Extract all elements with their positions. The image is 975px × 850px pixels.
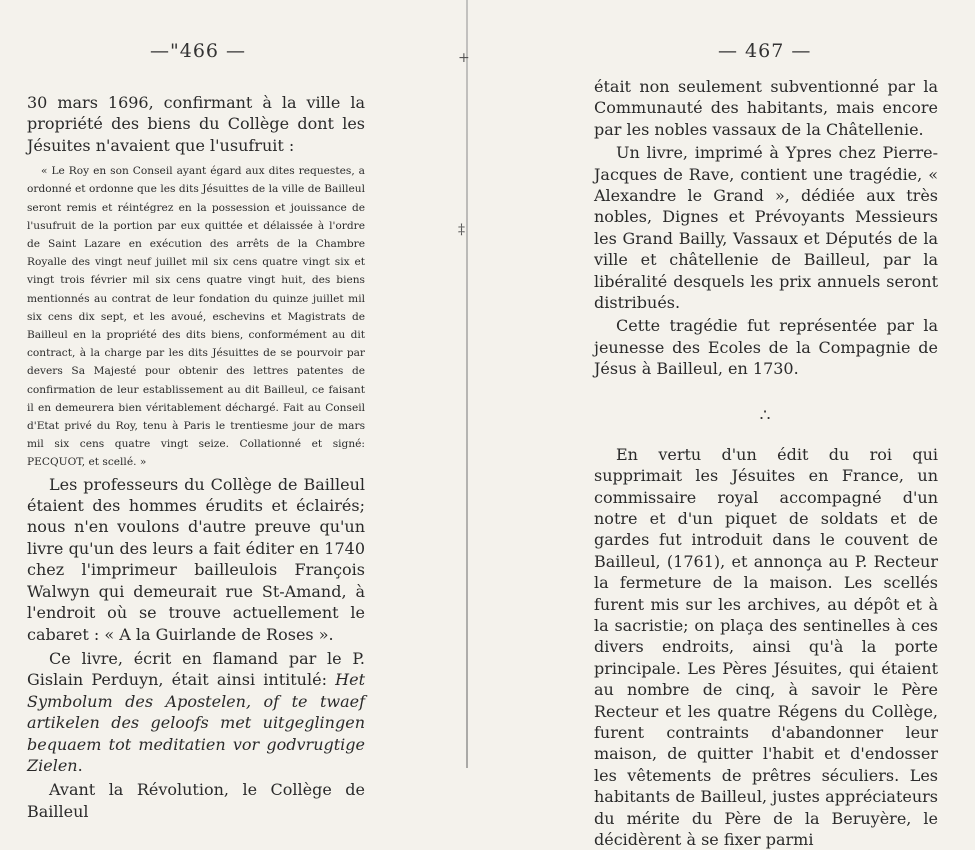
page-number: —"466 — bbox=[150, 40, 247, 62]
tragedy-performance-paragraph: Cette tragédie fut représentée par la jeunesse des Ecoles de la Compagnie de Jésus à Bailleul, en 1730. bbox=[594, 316, 938, 379]
tragedy-book-paragraph: Un livre, imprimé à Ypres chez Pierre-Jacques de Rave, contient une tragédie, « Alexandre le Grand », dédiée aux très nobles, Dignes et Prévoyants Messieurs les Grand Bailly, Vassaux et Députés de la ville et châtellenie de Bailleul, par la libéralité desquels les prix annuels seront distribués. bbox=[594, 143, 938, 313]
book-title-paragraph bbox=[27, 648, 365, 776]
opening-paragraph: 30 mars 1696, confirmant à la ville la propriété des biens du Collège dont les Jésuites n'avaient que l'usufruit : bbox=[27, 93, 365, 155]
book-paragraph-end: . bbox=[77, 755, 83, 775]
gutter-mark: + bbox=[458, 50, 470, 66]
professors-paragraph: Les professeurs du Collège de Bailleul étaient des hommes érudits et éclairés; nous n'en voulons d'autre preuve qu'un livre qu'un des leurs a fait éditer en 1740 chez l'imprimeur bailleulois François Walwyn qui demeurait rue St-Amand, à l'endroit où se trouve actuellement le cabaret : « A la Guirlande de Roses ». bbox=[27, 474, 365, 644]
royal-decree-quote: « Le Roy en son Conseil ayant égard aux dites requestes, a ordonné et ordonne que les dits Jésuittes de la ville de Bailleul seront remis et réintégrez en la possession et jouissance de l'usufruit de la portion par eux quittée et délaissée à l'ordre de Saint Lazare en exécution des arrêts de la Chambre Royalle des vingt neuf juillet mil six cens quatre vingt six et vingt trois février mil six cens quatre vingt huit, des biens mentionnés au contrat de leur fondation du quinze juillet mil six cens dix sept, et les avoué, eschevins et Magistrats de Bailleul en la propriété des dits biens, conformément au dit contract, à la charge par les dits Jésuittes de se pourvoir par devers Sa Majesté pour obtenir des lettres patentes de confirmation de leur establissement au dit Bailleul, ce faisant il en demeurera bien véritablement déchargé. Fait au Conseil d'Etat privé du Roy, tenu à Paris le trentiesme jour de mars mil six cens quatre vingt seize. Collationné et signé: PECQUOT, et scellé. » bbox=[27, 165, 365, 469]
revolution-paragraph: Avant la Révolution, le Collège de Bailleul bbox=[27, 780, 365, 821]
edict-paragraph: En vertu d'un édit du roi qui supprimait les Jésuites en France, un commissaire royal accompagné d'un notre et d'un piquet de soldats et de gardes fut introduit dans le couvent de Bailleul, (1761), et annonça au P. Recteur la fermeture de la maison. Les scellés furent mis sur les archives, au dépôt et à la sacristie; on plaça des sentinelles à ces divers endroits, ainsi qu'à la porte principale. Les Pères Jésuites, qui étaient au nombre de cinq, à savoir le Père Recteur et les quatre Régens du Collège, furent contraints d'abandonner leur maison, de quitter l'habit et d'endosser les vêtements de prêtres séculiers. Les habitants de Bailleul, justes appréciateurs du mérite du Père de la Beruyère, le décidèrent à se fixer parmi bbox=[594, 444, 938, 849]
section-ornament: ∴ bbox=[759, 405, 773, 426]
page-number: — 467 — bbox=[718, 40, 812, 62]
left-page bbox=[0, 0, 466, 821]
gutter-mark: ‡ bbox=[458, 222, 465, 238]
book-paragraph-start: Ce livre, écrit en flamand par le P. Gislain Perduyn, était ainsi intitulé: bbox=[27, 648, 365, 690]
book-title: Het Symbolum des Apostelen, of te twaef artikelen des geloofs met uitgeglingen bequaem tot meditatien vor godvrugtige Zielen bbox=[27, 670, 365, 775]
right-page bbox=[468, 0, 975, 849]
continuation-paragraph: était non seulement subventionné par la Communauté des habitants, mais encore par les nobles vassaux de la Châtellenie. bbox=[594, 77, 938, 139]
left-page-text bbox=[27, 92, 365, 822]
right-page-text bbox=[594, 76, 938, 850]
